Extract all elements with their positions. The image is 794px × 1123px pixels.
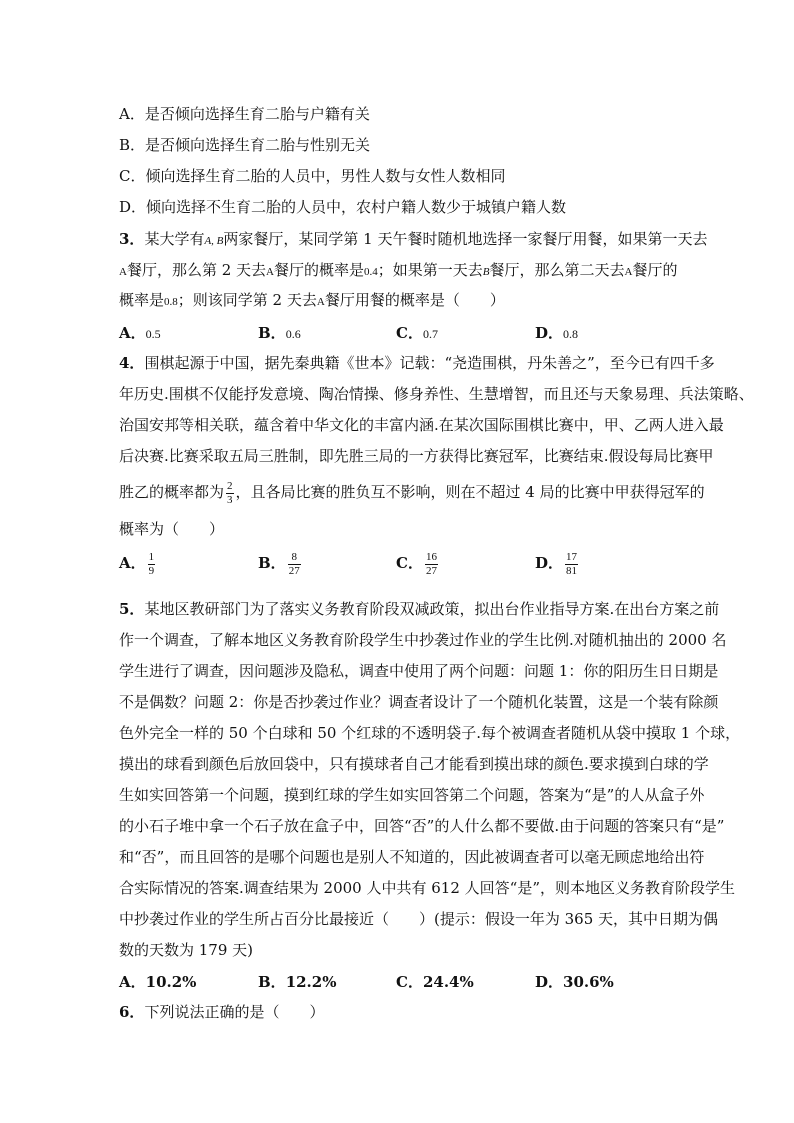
q3-text: ；如果第一天去	[377, 261, 483, 279]
q4-text: 围棋起源于中国，据先秦典籍《世本》记载：“尧造围棋，丹朱善之”，至今已有四千多	[144, 354, 715, 372]
q4-option-d: D． $\frac{17}{81}$	[535, 550, 578, 577]
q5-line-6: 摸出的球看到颜色后放回袋中，只有摸球者自己才能看到摸出球的颜色.要求摸到白球的学	[119, 755, 709, 773]
q3-text: 餐厅的	[632, 261, 678, 279]
q3-text: 两家餐厅，某同学第 1 天午餐时随机地选择一家餐厅用餐，如果第一天去	[223, 230, 708, 248]
q5-option-b: B．12.2%	[258, 973, 337, 991]
q3-text: 某大学有	[144, 230, 205, 248]
q5-line-8: 的小石子堆中拿一个石子放在盒子中，回答“否”的人什么都不要做.由于问题的答案只有“是”	[119, 817, 725, 835]
q5-line-3: 学生进行了调查，因问题涉及隐私，调查中使用了两个问题：问题 1：你的阳历生日日期是	[119, 662, 719, 680]
q5-line-4: 不是偶数？问题 2：你是否抄袭过作业？调查者设计了一个随机化装置，这是一个装有除颜	[119, 693, 719, 711]
q3-option-a: A．0.5	[119, 324, 161, 342]
q3-math-b: B	[482, 266, 490, 278]
q3-options	[119, 322, 679, 352]
q4-number: 4．	[119, 354, 145, 372]
q6-text: 下列说法正确的是（ ）	[144, 1003, 325, 1021]
q3-text: 餐厅的概率是	[274, 261, 365, 279]
q3-option-d: D．0.8	[535, 324, 579, 342]
q3-text: 餐厅用餐的概率是（ ）	[324, 291, 505, 309]
q3-math-a: A	[316, 296, 325, 308]
q3-text: 餐厅，那么第 2 天去	[126, 261, 267, 279]
q3-option-c: C．0.7	[396, 324, 438, 342]
q3-text: 餐厅，那么第二天去	[489, 261, 625, 279]
q5-line-9: 和“否”，而且回答的是哪个问题也是别人不知道的，因此被调查者可以毫无顾虑地给出符	[119, 848, 705, 866]
q5-line-1	[119, 599, 719, 619]
q4-line-4: 后决赛.比赛采取五局三胜制，即先胜三局的一方获得比赛冠军，比赛结束.假设每局比赛甲	[119, 447, 714, 465]
q5-option-a: A．10.2%	[119, 973, 197, 991]
q4-line-5	[119, 476, 705, 508]
q4-line-1	[119, 353, 715, 373]
q3-line-3	[119, 290, 505, 312]
q5-option-d: D．30.6%	[535, 973, 614, 991]
q3-text: 概率是	[119, 291, 165, 309]
q4-fraction: $\frac{2}{3}$	[227, 479, 233, 506]
q5-option-c: C．24.4%	[396, 973, 474, 991]
q5-line-5: 色外完全一样的 50 个白球和 50 个红球的不透明袋子.每个被调查者随机从袋中摸取 1 个球，	[119, 724, 741, 742]
q5-line-2: 作一个调查，了解本地区义务教育阶段学生中抄袭过作业的学生比例.对随机抽出的 2000 名	[119, 631, 727, 649]
q5-text: 某地区教研部门为了落实义务教育阶段双减政策，拟出台作业指导方案.在出台方案之前	[144, 600, 720, 618]
q2-option-a: A．是否倾向选择生育二胎与户籍有关	[119, 105, 370, 123]
q3-math-a: A	[266, 266, 274, 278]
q5-options	[119, 971, 679, 1001]
q3-math-a: A	[624, 266, 633, 278]
q5-number: 5．	[119, 600, 145, 618]
q2-option-c: C．倾向选择生育二胎的人员中，男性人数与女性人数相同	[119, 167, 506, 185]
q4-line-2: 年历史.围棋不仅能抒发意境、陶冶情操、修身养性、生慧增智，而且还与天象易理、兵法策略、	[119, 385, 754, 403]
q6-line-1	[119, 1002, 324, 1022]
q3-math-prob: 0.4	[364, 266, 378, 278]
q3-number: 3．	[119, 230, 145, 248]
q3-option-b: B．0.6	[258, 324, 301, 342]
q4-text: 胜乙的概率都为	[119, 483, 225, 501]
q2-option-d: D．倾向选择不生育二胎的人员中，农村户籍人数少于城镇户籍人数	[119, 198, 567, 216]
q4-option-c: C． $\frac{16}{27}$	[396, 550, 437, 577]
q3-line-1	[119, 229, 708, 251]
q6-number: 6．	[119, 1003, 145, 1021]
q4-line-3: 治国安邦等相关联，蕴含着中华文化的丰富内涵.在某次国际围棋比赛中，甲、乙两人进入最	[119, 416, 724, 434]
q3-text: ；则该同学第 2 天去	[177, 291, 317, 309]
q5-line-7: 生如实回答第一个问题，摸到红球的学生如实回答第二个问题，答案为“是”的人从盒子外	[119, 786, 705, 804]
q4-line-6: 概率为（ ）	[119, 520, 225, 538]
q5-line-11: 中抄袭过作业的学生所占百分比最接近（ ）(提示：假设一年为 365 天，其中日期为偶	[119, 910, 719, 928]
q2-option-b: B．是否倾向选择生育二胎与性别无关	[119, 136, 371, 154]
q4-option-b: B． $\frac{8}{27}$	[258, 550, 300, 577]
q3-math-a: A	[119, 266, 127, 278]
q3-math-prob: 0.8	[164, 296, 178, 308]
q5-line-10: 合实际情况的答案.调查结果为 2000 人中共有 612 人回答“是”，则本地区义务教育阶段学生	[119, 879, 735, 897]
q4-text: ，且各局比赛的胜负互不影响，则在不超过 4 局的比赛中甲获得冠军的	[235, 483, 705, 501]
q5-line-12: 数的天数为 179 天)	[119, 941, 254, 959]
q4-options	[119, 548, 679, 582]
q4-option-a: A． $\frac{1}{9}$	[119, 550, 155, 577]
q3-line-2	[119, 260, 678, 282]
q3-math-ab: A, B	[204, 235, 224, 247]
